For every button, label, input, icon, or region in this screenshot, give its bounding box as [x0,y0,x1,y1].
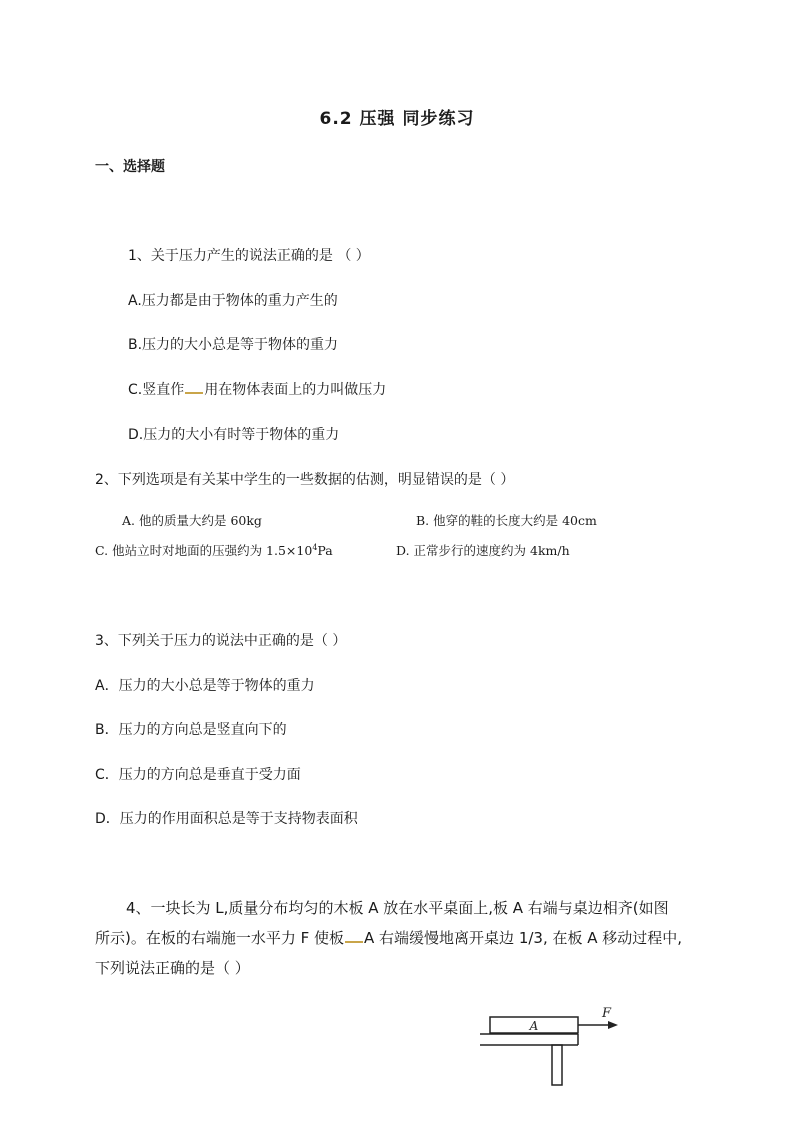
question-3-option-b: B．压力的方向总是竖直向下的 [95,722,287,738]
board-on-table-figure [470,995,640,1095]
section-heading: 一、选择题 [95,159,165,175]
question-2-option-c-unit: Pa [317,543,333,558]
question-4-line-1: 4、一块长为 L,质量分布均匀的木板 A 放在水平桌面上,板 A 右端与桌边相齐(如图 [126,899,669,917]
question-1-stem: 1、关于压力产生的说法正确的是 （ ） [128,248,370,264]
question-2-option-c [95,541,333,559]
table-leg [552,1045,562,1085]
question-4-line-2 [95,923,682,953]
question-2-option-d: D. 正常步行的速度约为 4km/h [396,543,570,558]
question-3-option-c: C．压力的方向总是垂直于受力面 [95,767,301,783]
force-label: F [602,1006,612,1021]
board-label: A [529,1019,539,1033]
page-title: 6.2 压强 同步练习 [319,109,475,129]
question-2-stem: 2、下列选项是有关某中学生的一些数据的估测，明显错误的是（ ） [95,472,515,488]
question-2-option-c-text: C. 他站立时对地面的压强约为 1.5×10 [95,543,313,558]
question-1-option-c-text-end: 用在物体表面上的力叫做压力 [204,382,387,398]
force-arrow-head [608,1021,618,1029]
question-1-option-d: D.压力的大小有时等于物体的重力 [128,427,340,443]
question-1-option-c [128,379,386,399]
highlight-mark-2 [345,931,363,943]
exponent: 4 [312,542,318,552]
question-4-line-2-end: A 右端缓慢地离开桌边 1/3, 在板 A 移动过程中, [364,929,683,947]
question-1-option-c-text-start: C.竖直作 [128,382,185,398]
question-2-option-b: B. 他穿的鞋的长度大约是 40cm [416,513,597,528]
question-1-option-a: A.压力都是由于物体的重力产生的 [128,293,338,309]
question-4-line-2-start: 所示)。在板的右端施一水平力 F 使板 [95,929,345,947]
question-3-stem: 3、下列关于压力的说法中正确的是（ ） [95,633,347,649]
highlight-mark [185,382,203,394]
question-1-option-b: B.压力的大小总是等于物体的重力 [128,337,339,353]
question-4-line-3: 下列说法正确的是（ ） [95,959,250,977]
question-2-option-a: A. 他的质量大约是 60kg [122,513,262,528]
question-3-option-d: D．压力的作用面积总是等于支持物表面积 [95,811,358,827]
question-3-option-a: A．压力的大小总是等于物体的重力 [95,678,315,694]
